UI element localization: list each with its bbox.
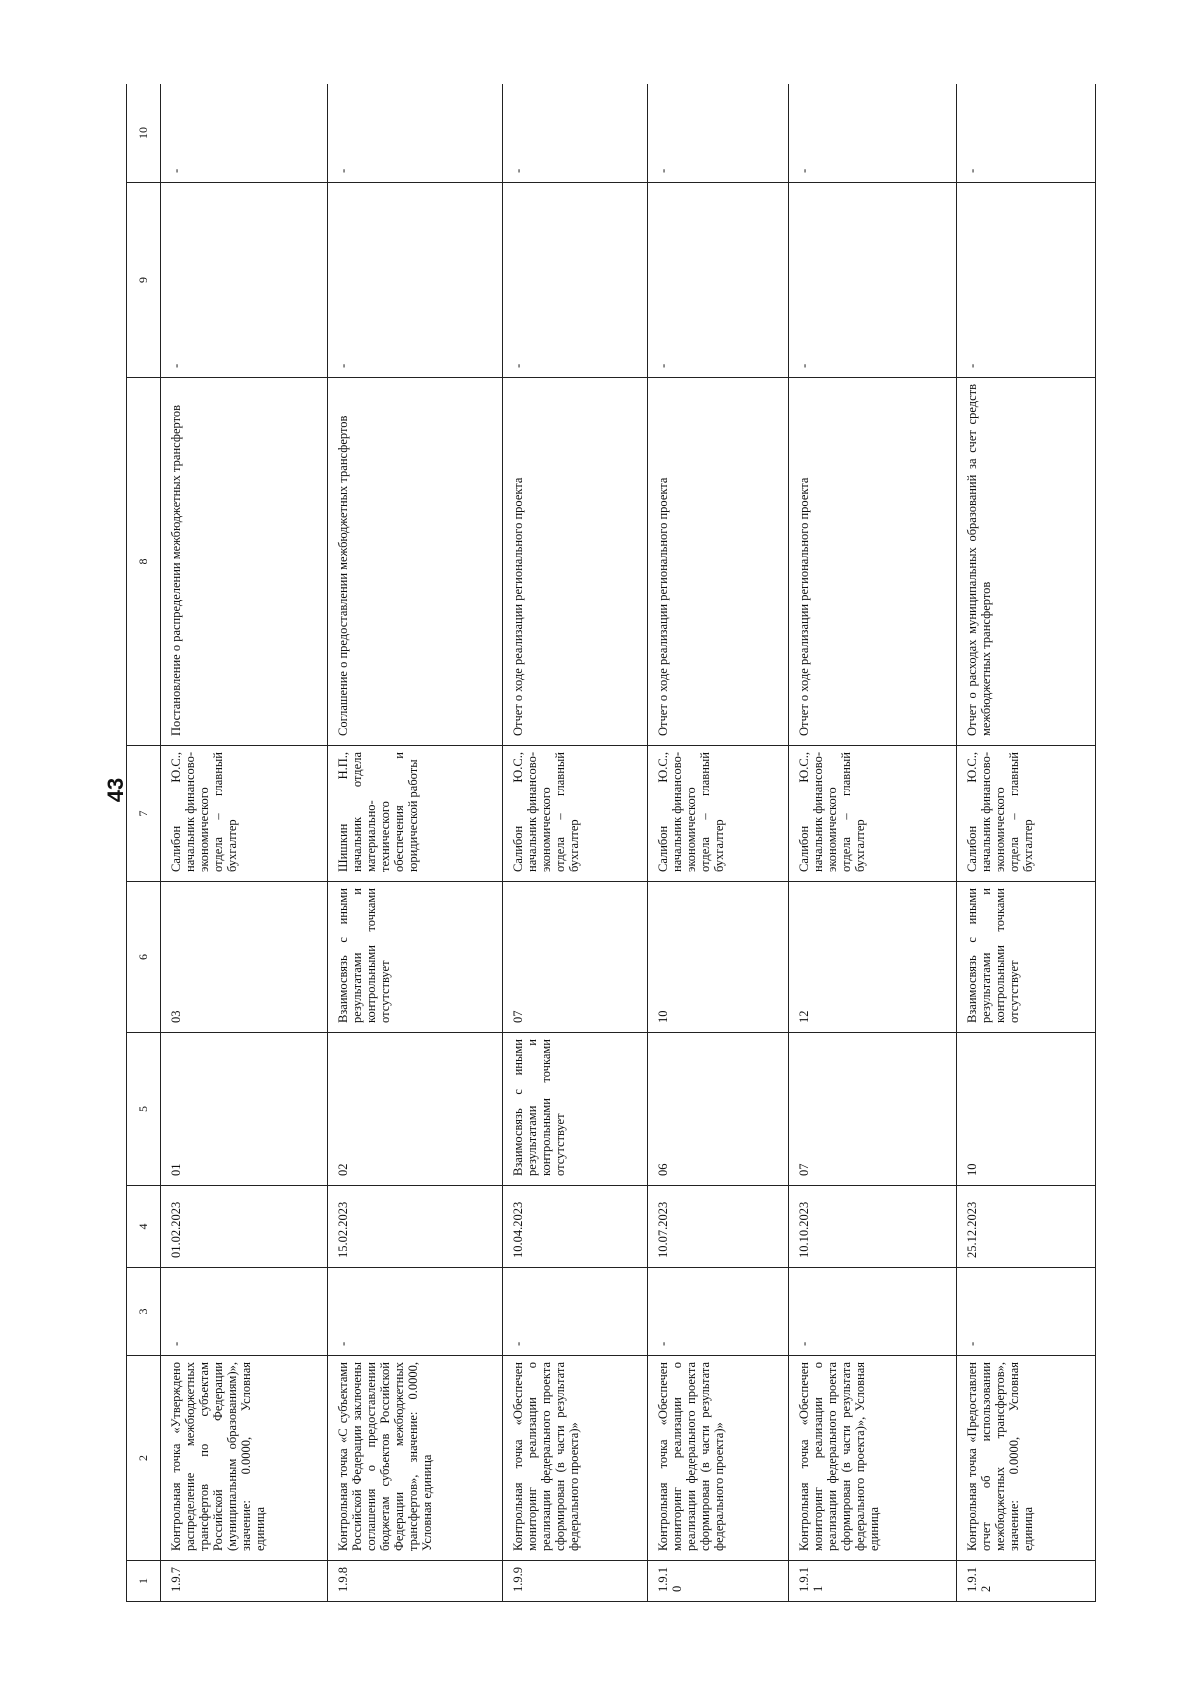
table-cell: Салибон Ю.С., начальник финансово-экономического отдела – главный бухгалтер (160, 746, 327, 882)
rotated-table-frame (126, 84, 1096, 1602)
page-number: 43 (103, 777, 128, 803)
table-cell: 03 (160, 882, 327, 1033)
table-cell: Контрольная точка «Обеспечен мониторинг реализации о реализации федерального проекта сформирован (в части результата федерального проекта)» (503, 1356, 648, 1561)
table-cell: - (327, 84, 503, 183)
table-cell: 1.9.8 (327, 1561, 503, 1602)
table-cell: 1.9.9 (503, 1561, 648, 1602)
table-cell: - (957, 183, 1096, 378)
table-cell: - (648, 1268, 789, 1356)
table-cell: Взаимосвязь с иными результатами и контрольными точками отсутствует (957, 882, 1096, 1033)
table-cell: 15.02.2023 (327, 1186, 503, 1268)
table-cell: - (327, 1268, 503, 1356)
table-cell: Салибон Ю.С., начальник финансово-экономического отдела – главный бухгалтер (503, 746, 648, 882)
table-row (957, 84, 1096, 1602)
table-cell: 25.12.2023 (957, 1186, 1096, 1268)
table-cell: 10 (957, 1033, 1096, 1186)
column-header: 8 (127, 378, 161, 746)
table-cell: - (503, 183, 648, 378)
table-cell: - (648, 183, 789, 378)
table-cell: 12 (789, 882, 957, 1033)
table-cell: Соглашение о предоставлении межбюджетных трансфертов (327, 378, 503, 746)
table-cell: - (160, 183, 327, 378)
column-header: 5 (127, 1033, 161, 1186)
table-cell: Взаимосвязь с иными результатами и контрольными точками отсутствует (503, 1033, 648, 1186)
table-cell: Салибон Ю.С., начальник финансово-экономического отдела – главный бухгалтер (789, 746, 957, 882)
table-cell: Отчет о ходе реализации регионального проекта (648, 378, 789, 746)
table-cell: - (957, 1268, 1096, 1356)
table-cell: 01.02.2023 (160, 1186, 327, 1268)
table-cell: Салибон Ю.С., начальник финансово-экономического отдела – главный бухгалтер (957, 746, 1096, 882)
table-cell: Постановление о распределении межбюджетных трансфертов (160, 378, 327, 746)
table-row (327, 84, 503, 1602)
column-header: 2 (127, 1356, 161, 1561)
rotated-table-container (126, 84, 1096, 1602)
table-cell: - (789, 183, 957, 378)
table-row (648, 84, 789, 1602)
table-cell: 10.04.2023 (503, 1186, 648, 1268)
table-cell: Шишкин Н.П., начальник отдела материально-технического обеспечения и юридической работы (327, 746, 503, 882)
table-cell: - (789, 84, 957, 183)
table-header-row (127, 84, 161, 1602)
table-cell: 06 (648, 1033, 789, 1186)
column-header: 9 (127, 183, 161, 378)
column-header: 4 (127, 1186, 161, 1268)
table-cell: 1.9.12 (957, 1561, 1096, 1602)
table-cell: 10.07.2023 (648, 1186, 789, 1268)
table-cell: 07 (503, 882, 648, 1033)
table-cell: - (503, 84, 648, 183)
table-row (503, 84, 648, 1602)
table-cell: 07 (789, 1033, 957, 1186)
table-cell: - (327, 183, 503, 378)
table-cell: 1.9.10 (648, 1561, 789, 1602)
table-row (789, 84, 957, 1602)
table-cell: Контрольная точка «С субъектами Российской Федерации заключены соглашения о предоставлении бюджетам субъектов Российской Федерации межбюджетных трансфертов», значение: 0.0000, Условная единица (327, 1356, 503, 1561)
table-cell: Отчет о расходах муниципальных образований за счет средств межбюджетных трансфертов (957, 378, 1096, 746)
table-cell: 10.10.2023 (789, 1186, 957, 1268)
table-cell: Отчет о ходе реализации регионального проекта (503, 378, 648, 746)
table-cell: - (648, 84, 789, 183)
column-header: 3 (127, 1268, 161, 1356)
column-header: 6 (127, 882, 161, 1033)
table-cell: Отчет о ходе реализации регионального проекта (789, 378, 957, 746)
table-cell: Контрольная точка «Обеспечен мониторинг реализации о реализации федерального проекта сформирован (в части результата федерального проекта)», Условная единица (789, 1356, 957, 1561)
table-cell: 02 (327, 1033, 503, 1186)
table-cell: Салибон Ю.С., начальник финансово-экономического отдела – главный бухгалтер (648, 746, 789, 882)
column-header: 1 (127, 1561, 161, 1602)
control-points-table (126, 84, 1096, 1602)
table-cell: - (160, 1268, 327, 1356)
table-cell: Взаимосвязь с иными результатами и контрольными точками отсутствует (327, 882, 503, 1033)
table-cell: 10 (648, 882, 789, 1033)
table-cell: Контрольная точка «Утверждено распределение межбюджетных трансфертов по субъектам Российской Федерации (муниципальным образованиям)», значение: 0.0000, Условная единица (160, 1356, 327, 1561)
column-header: 10 (127, 84, 161, 183)
table-cell: - (789, 1268, 957, 1356)
table-cell: - (160, 84, 327, 183)
table-cell: - (957, 84, 1096, 183)
table-row (160, 84, 327, 1602)
column-header: 7 (127, 746, 161, 882)
table-cell: Контрольная точка «Предоставлен отчет об использовании межбюджетных трансфертов», значение: 0.0000, Условная единица (957, 1356, 1096, 1561)
table-cell: 1.9.11 (789, 1561, 957, 1602)
table-cell: 01 (160, 1033, 327, 1186)
table-cell: Контрольная точка «Обеспечен мониторинг реализации о реализации федерального проекта сформирован (в части результата федерального проекта)» (648, 1356, 789, 1561)
table-cell: 1.9.7 (160, 1561, 327, 1602)
table-cell: - (503, 1268, 648, 1356)
